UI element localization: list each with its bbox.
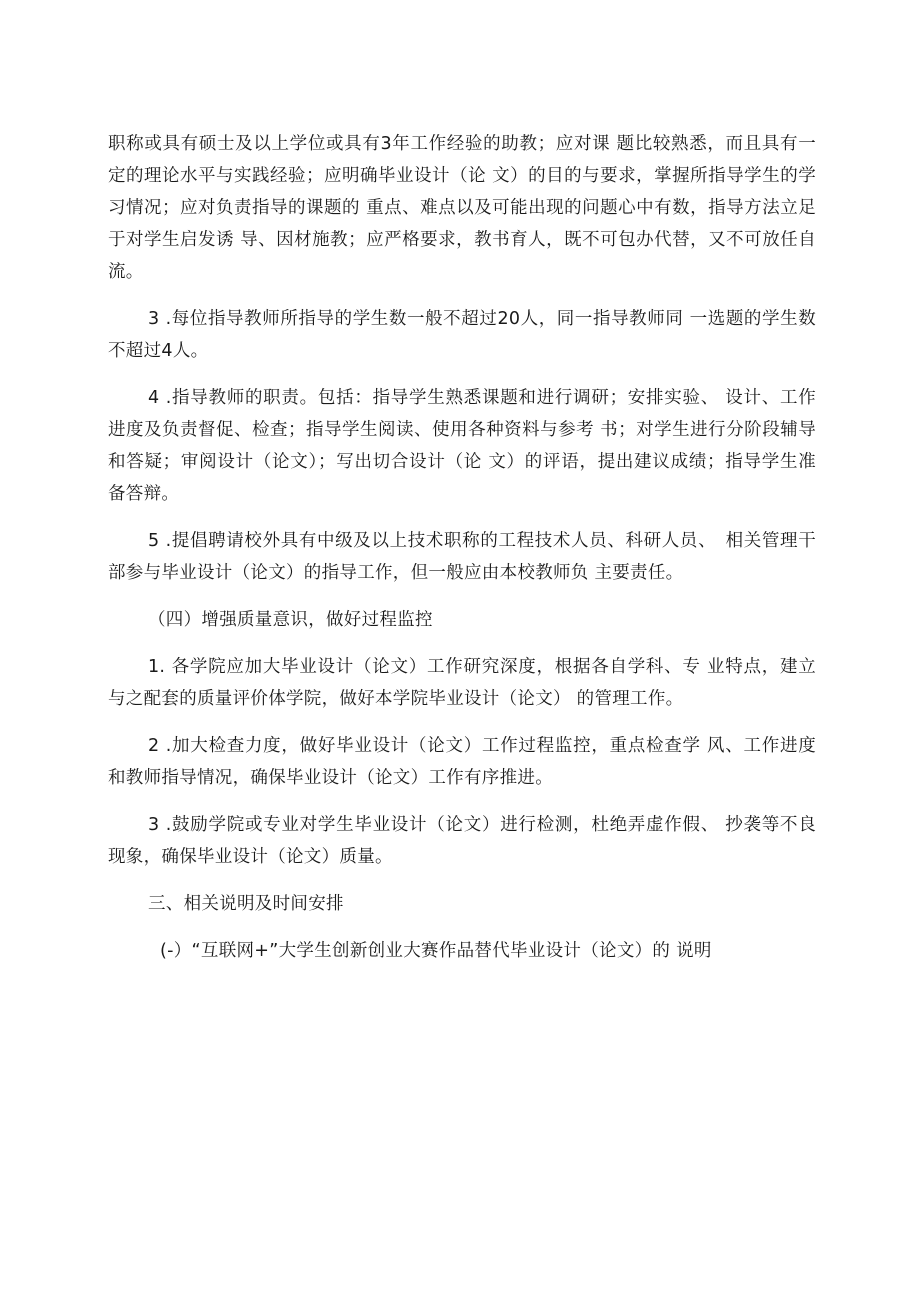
section-heading-4: （四）增强质量意识，做好过程监控 <box>148 610 433 630</box>
subheading-internet-plus: (-）“互联网+”大学生创新创业大赛作品替代毕业设计（论文）的 说明 <box>160 941 712 961</box>
paragraph-section-4-item-1: 1. 各学院应加大毕业设计（论文）工作研究深度，根据各自学科、专 业特点，建立与之配套的质量评价体学院，做好本学院毕业设计（论文） 的管理工作。 <box>108 657 816 709</box>
paragraph-item-3: 3 .每位指导教师所指导的学生数一般不超过20人，同一指导教师同 一选题的学生数不超过4人。 <box>108 309 816 361</box>
paragraph-item-5: 5 .提倡聘请校外具有中级及以上技术职称的工程技术人员、科研人员、 相关管理干部参与毕业设计（论文）的指导工作，但一般应由本校教师负 主要责任。 <box>108 531 816 583</box>
paragraph-continuation: 职称或具有硕士及以上学位或具有3年工作经验的助教；应对课 题比较熟悉，而且具有一定的理论水平与实践经验；应明确毕业设计（论 文）的目的与要求，掌握所指导学生的学习情况；应对负责指导的课题的 重点、难点以及可能出现的问题心中有数，指导方法立足于对学生启发诱 导、因材施教；应严格要求，教书育人，既不可包办代替，又不可放任自 流。 <box>108 134 816 282</box>
document-body <box>108 128 816 982</box>
paragraph-item-4: 4 .指导教师的职责。包括：指导学生熟悉课题和进行调研；安排实验、 设计、工作进度及负责督促、检查；指导学生阅读、使用各种资料与参考 书；对学生进行分阶段辅导和答疑；审阅设计（论文）；写出切合设计（论 文）的评语，提出建议成绩；指导学生准备答辩。 <box>108 388 816 504</box>
paragraph-section-4-item-2: 2 .加大检查力度，做好毕业设计（论文）工作过程监控，重点检查学 风、工作进度和教师指导情况，确保毕业设计（论文）工作有序推进。 <box>108 736 816 788</box>
paragraph-section-4-item-3: 3 .鼓励学院或专业对学生毕业设计（论文）进行检测，杜绝弄虚作假、 抄袭等不良现象，确保毕业设计（论文）质量。 <box>108 815 816 867</box>
chapter-heading-3: 三、相关说明及时间安排 <box>148 894 344 914</box>
